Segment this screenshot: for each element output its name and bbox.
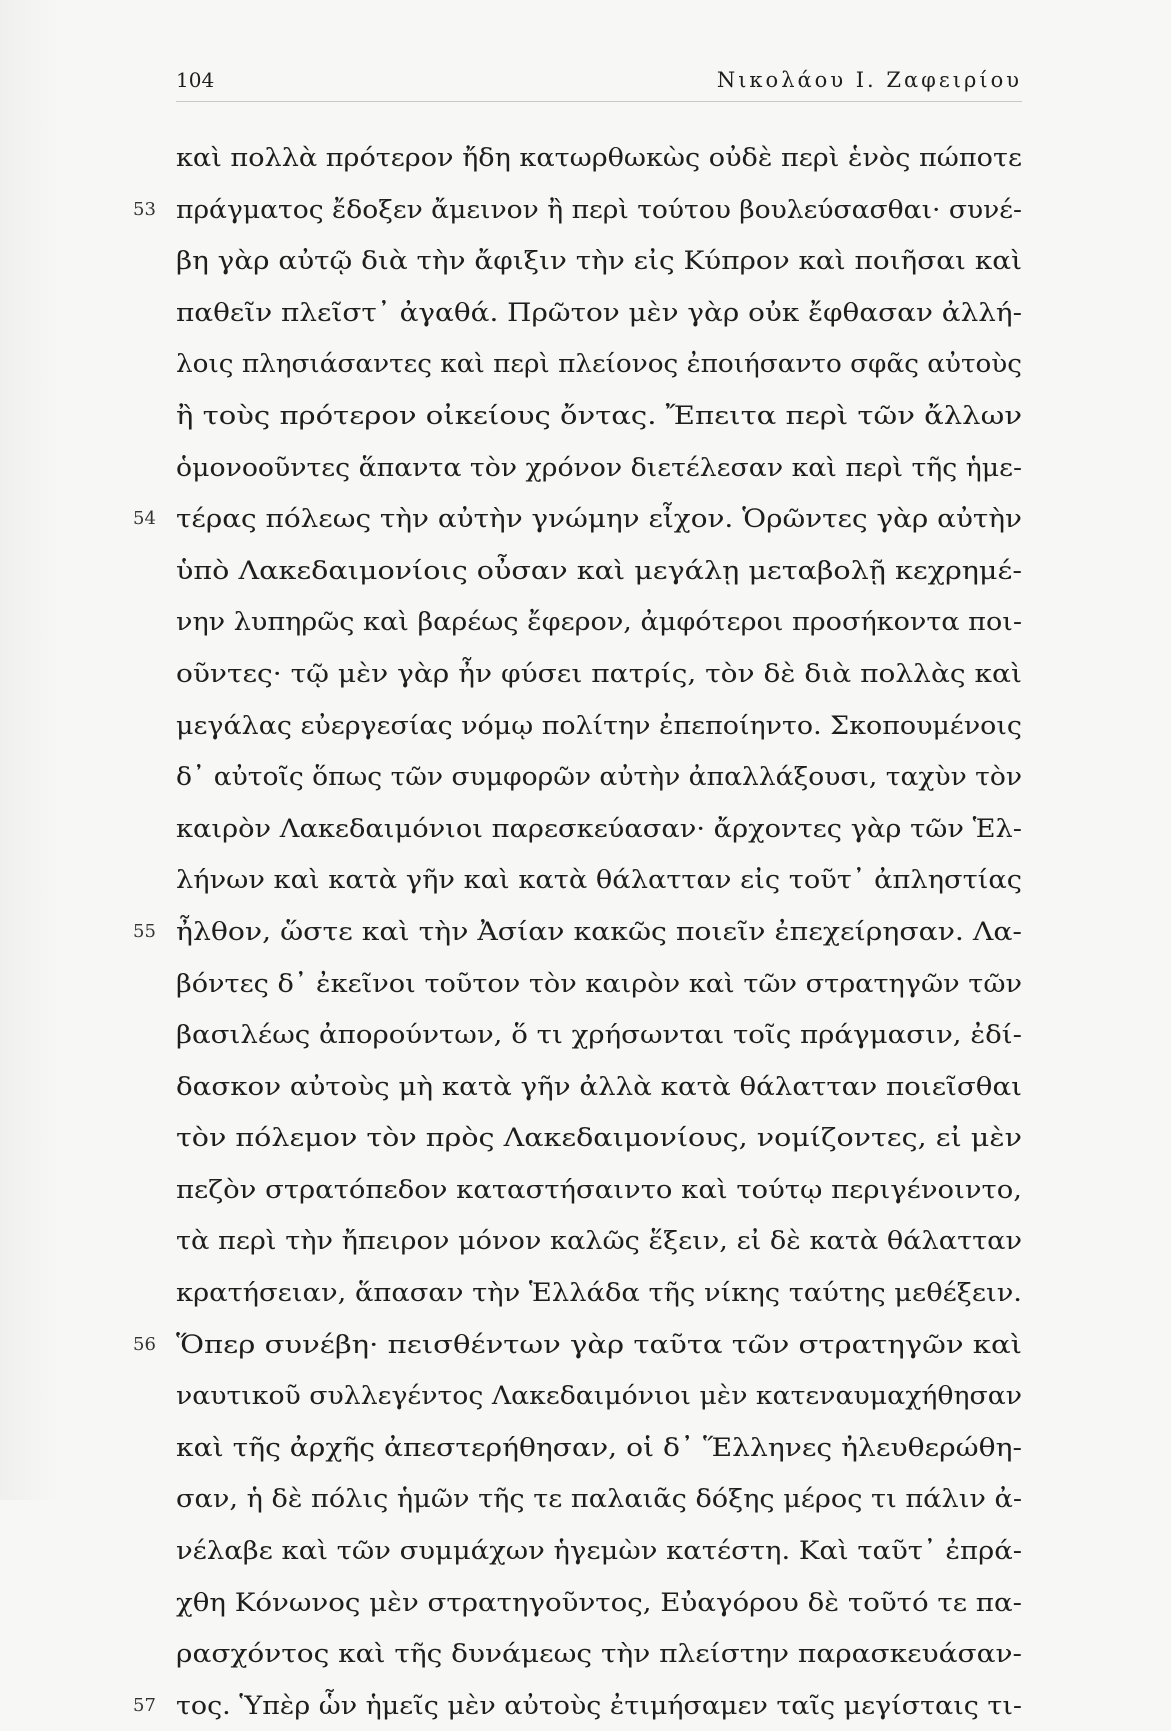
- text-line: [176, 132, 1022, 184]
- line-text: οῦντες· τῷ μὲν γὰρ ἦν φύσει πατρίς, τὸν δὲ διὰ πολλὰς καὶ: [176, 658, 1023, 688]
- text-line: [176, 545, 1022, 597]
- line-text: νέλαβε καὶ τῶν συμμάχων ἡγεμὼν κατέστη. Καὶ ταῦτ᾽ ἐπρά-: [176, 1536, 1022, 1566]
- section-number: 55: [133, 920, 156, 942]
- line-text: μεγάλας εὐεργεσίας νόμῳ πολίτην ἐπεποίηντο. Σκοπουμένοις: [176, 710, 1022, 740]
- text-line: [176, 442, 1022, 494]
- text-line: [133, 184, 1022, 236]
- text-line: [176, 1370, 1022, 1422]
- line-text: λοις πλησιάσαντες καὶ περὶ πλείονος ἐποιήσαντο σφᾶς αὐτοὺς: [176, 349, 1022, 379]
- line-text: κρατήσειαν, ἅπασαν τὴν Ἑλλάδα τῆς νίκης ταύτης μεθέξειν.: [176, 1278, 1023, 1308]
- text-line: [176, 958, 1022, 1010]
- text-line: [176, 287, 1022, 339]
- line-text: παθεῖν πλεῖστ᾽ ἀγαθά. Πρῶτον μὲν γὰρ οὐκ ἔφθασαν ἀλλή-: [176, 297, 1022, 327]
- text-line: [176, 1267, 1022, 1319]
- running-title: Νικολάου Ι. Ζαφειρίου: [716, 68, 1022, 92]
- text-line: [133, 1680, 1022, 1731]
- text-line: [176, 1525, 1022, 1577]
- text-line: [176, 1009, 1022, 1061]
- line-text: ὑπὸ Λακεδαιμονίοις οὖσαν καὶ μεγάλῃ μεταβολῇ κεχρημέ-: [176, 555, 1022, 585]
- text-line: [133, 1319, 1022, 1371]
- line-text: ὁμονοοῦντες ἅπαντα τὸν χρόνον διετέλεσαν καὶ περὶ τῆς ἡμε-: [176, 452, 1022, 482]
- section-number: 57: [133, 1694, 156, 1716]
- line-text: καὶ πολλὰ πρότερον ἤδη κατωρθωκὼς οὐδὲ περὶ ἑνὸς πώποτε: [176, 143, 1022, 172]
- text-line: [176, 854, 1022, 906]
- line-text: καιρὸν Λακεδαιμόνιοι παρεσκεύασαν· ἄρχοντες γὰρ τῶν Ἑλ-: [176, 813, 1022, 843]
- line-text: ρασχόντος καὶ τῆς δυνάμεως τὴν πλείστην παρασκευάσαν-: [176, 1639, 1022, 1669]
- line-text: καὶ τῆς ἀρχῆς ἀπεστερήθησαν, οἱ δ᾽ Ἕλληνες ἠλευθερώθη-: [176, 1432, 1022, 1462]
- line-text: ναυτικοῦ συλλεγέντος Λακεδαιμόνιοι μὲν κατεναυμαχήθησαν: [176, 1381, 1022, 1411]
- line-text: βη γὰρ αὐτῷ διὰ τὴν ἄφιξιν τὴν εἰς Κύπρον καὶ ποιῆσαι καὶ: [176, 246, 1023, 276]
- line-text: βόντες δ᾽ ἐκεῖνοι τοῦτον τὸν καιρὸν καὶ τῶν στρατηγῶν τῶν: [176, 968, 1022, 998]
- text-line: [176, 700, 1022, 752]
- text-line: [176, 338, 1022, 390]
- section-number: 54: [133, 508, 156, 530]
- text-line: [133, 906, 1022, 958]
- scan-edge-shadow: [0, 0, 60, 1500]
- line-text: δασκον αὐτοὺς μὴ κατὰ γῆν ἀλλὰ κατὰ θάλατταν ποιεῖσθαι: [176, 1071, 1022, 1101]
- line-text: χθη Κόνωνος μὲν στρατηγοῦντος, Εὐαγόρου δὲ τοῦτό τε πα-: [176, 1587, 1022, 1617]
- text-line: [176, 1422, 1022, 1474]
- text-line: [176, 1628, 1022, 1680]
- text-line: [176, 235, 1022, 287]
- line-text: λήνων καὶ κατὰ γῆν καὶ κατὰ θάλατταν εἰς τοῦτ᾽ ἀπληστίας: [176, 865, 1022, 895]
- text-line: [176, 1577, 1022, 1629]
- text-line: [176, 751, 1022, 803]
- line-text: ἢ τοὺς πρότερον οἰκείους ὄντας. Ἔπειτα περὶ τῶν ἄλλων: [176, 400, 1022, 430]
- page-number: 104: [176, 68, 215, 92]
- section-number: 56: [133, 1333, 156, 1355]
- text-line: [176, 390, 1022, 442]
- text-line: [176, 1061, 1022, 1113]
- line-text: τὸν πόλεμον τὸν πρὸς Λακεδαιμονίους, νομίζοντες, εἰ μὲν: [176, 1123, 1022, 1153]
- line-text: ἦλθον, ὥστε καὶ τὴν Ἀσίαν κακῶς ποιεῖν ἐπεχείρησαν. Λα-: [176, 916, 1022, 946]
- line-text: βασιλέως ἀπορούντων, ὅ τι χρήσωνται τοῖς πράγμασιν, ἐδί-: [176, 1020, 1022, 1050]
- line-text: τέρας πόλεως τὴν αὐτὴν γνώμην εἶχον. Ὁρῶντες γὰρ αὐτὴν: [176, 504, 1022, 534]
- text-line: [176, 1215, 1022, 1267]
- line-text: δ᾽ αὐτοῖς ὅπως τῶν συμφορῶν αὐτὴν ἀπαλλάξουσι, ταχὺν τὸν: [176, 762, 1023, 792]
- line-text: Ὅπερ συνέβη· πεισθέντων γὰρ ταῦτα τῶν στρατηγῶν καὶ: [176, 1329, 1022, 1359]
- line-text: νην λυπηρῶς καὶ βαρέως ἔφερον, ἀμφότεροι προσήκοντα ποι-: [176, 607, 1022, 637]
- text-line: [176, 1164, 1022, 1216]
- text-line: [176, 648, 1022, 700]
- line-text: τος. Ὑπὲρ ὧν ἡμεῖς μὲν αὐτοὺς ἐτιμήσαμεν ταῖς μεγίσταις τι-: [176, 1690, 1022, 1720]
- section-number: 53: [133, 198, 156, 220]
- text-line: [176, 1473, 1022, 1525]
- header-rule: [176, 101, 1022, 102]
- body-text: [133, 132, 1023, 1731]
- text-line: [176, 596, 1022, 648]
- running-head: [176, 66, 1022, 98]
- text-line: [133, 493, 1022, 545]
- text-line: [176, 1112, 1022, 1164]
- line-text: τὰ περὶ τὴν ἤπειρον μόνον καλῶς ἕξειν, εἰ δὲ κατὰ θάλατταν: [176, 1226, 1022, 1256]
- line-text: σαν, ἡ δὲ πόλις ἡμῶν τῆς τε παλαιᾶς δόξης μέρος τι πάλιν ἀ-: [176, 1484, 1022, 1514]
- text-line: [176, 803, 1022, 855]
- line-text: πράγματος ἔδοξεν ἄμεινον ἢ περὶ τούτου βουλεύσασθαι· συνέ-: [176, 194, 1022, 224]
- line-text: πεζὸν στρατόπεδον καταστήσαιντο καὶ τούτῳ περιγένοιντο,: [176, 1174, 1022, 1204]
